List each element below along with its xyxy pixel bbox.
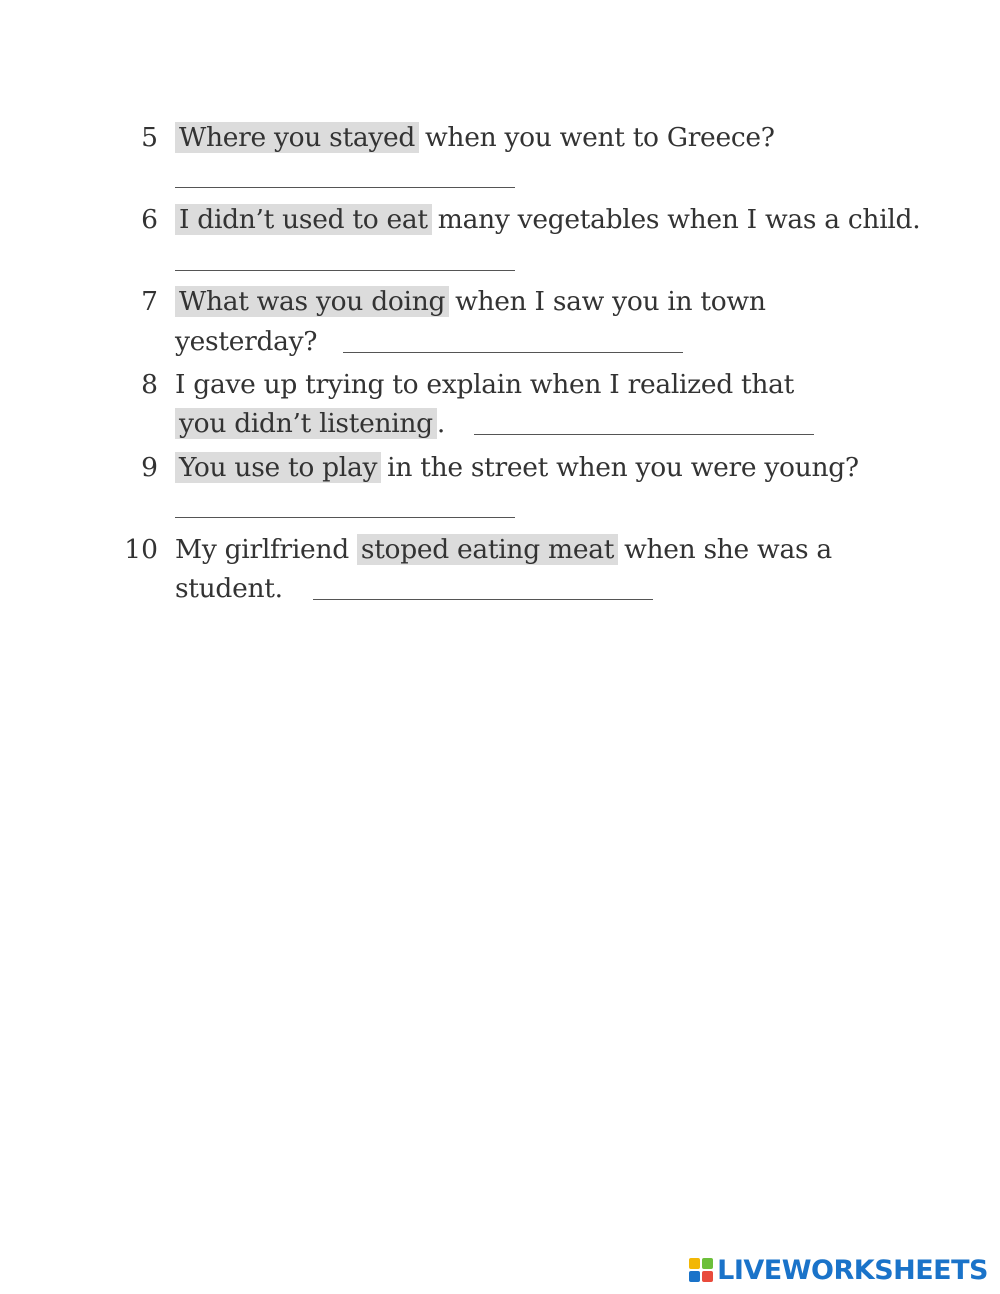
sentence-text: when you went to Greece? (425, 122, 775, 153)
liveworksheets-logo (689, 1254, 988, 1286)
sentence-text: student. (175, 573, 283, 604)
sentence-line-2 (175, 322, 317, 362)
answer-blank[interactable] (175, 270, 515, 271)
sentence-text: when I saw you in town (455, 286, 766, 317)
item-number: 6 (141, 204, 158, 235)
sentence-line (175, 282, 766, 322)
answer-blank[interactable] (313, 599, 653, 600)
answer-blank[interactable] (474, 434, 814, 435)
error-highlight: I didn’t used to eat (175, 204, 432, 235)
sentence-line (175, 448, 859, 488)
sentence-text: I gave up trying to explain when I realized that (175, 369, 794, 400)
logo-icon (689, 1258, 713, 1282)
item-number: 9 (141, 452, 158, 483)
sentence-text: in the street when you were young? (387, 452, 859, 483)
sentence-line (175, 118, 775, 158)
error-highlight: What was you doing (175, 286, 449, 317)
error-highlight: Where you stayed (175, 122, 419, 153)
sentence-line (175, 530, 832, 570)
sentence-line (175, 365, 794, 405)
answer-blank[interactable] (175, 517, 515, 518)
sentence-line (175, 200, 920, 240)
sentence-line-2 (175, 569, 283, 609)
sentence-text: My girlfriend (175, 534, 349, 565)
logo-text: LIVEWORKSHEETS (717, 1254, 988, 1286)
sentence-text: . (436, 408, 445, 439)
answer-blank[interactable] (343, 352, 683, 353)
error-highlight: You use to play (175, 452, 381, 483)
item-number: 10 (124, 534, 158, 565)
sentence-text: when she was a (624, 534, 832, 565)
answer-blank[interactable] (175, 187, 515, 188)
sentence-text: yesterday? (175, 326, 318, 357)
error-highlight: you didn’t listening (175, 408, 437, 439)
sentence-text: many vegetables when I was a child. (437, 204, 921, 235)
error-highlight: stoped eating meat (357, 534, 618, 565)
sentence-line-2 (175, 404, 445, 444)
item-number: 7 (141, 286, 158, 317)
item-number: 8 (141, 369, 158, 400)
item-number: 5 (141, 122, 158, 153)
